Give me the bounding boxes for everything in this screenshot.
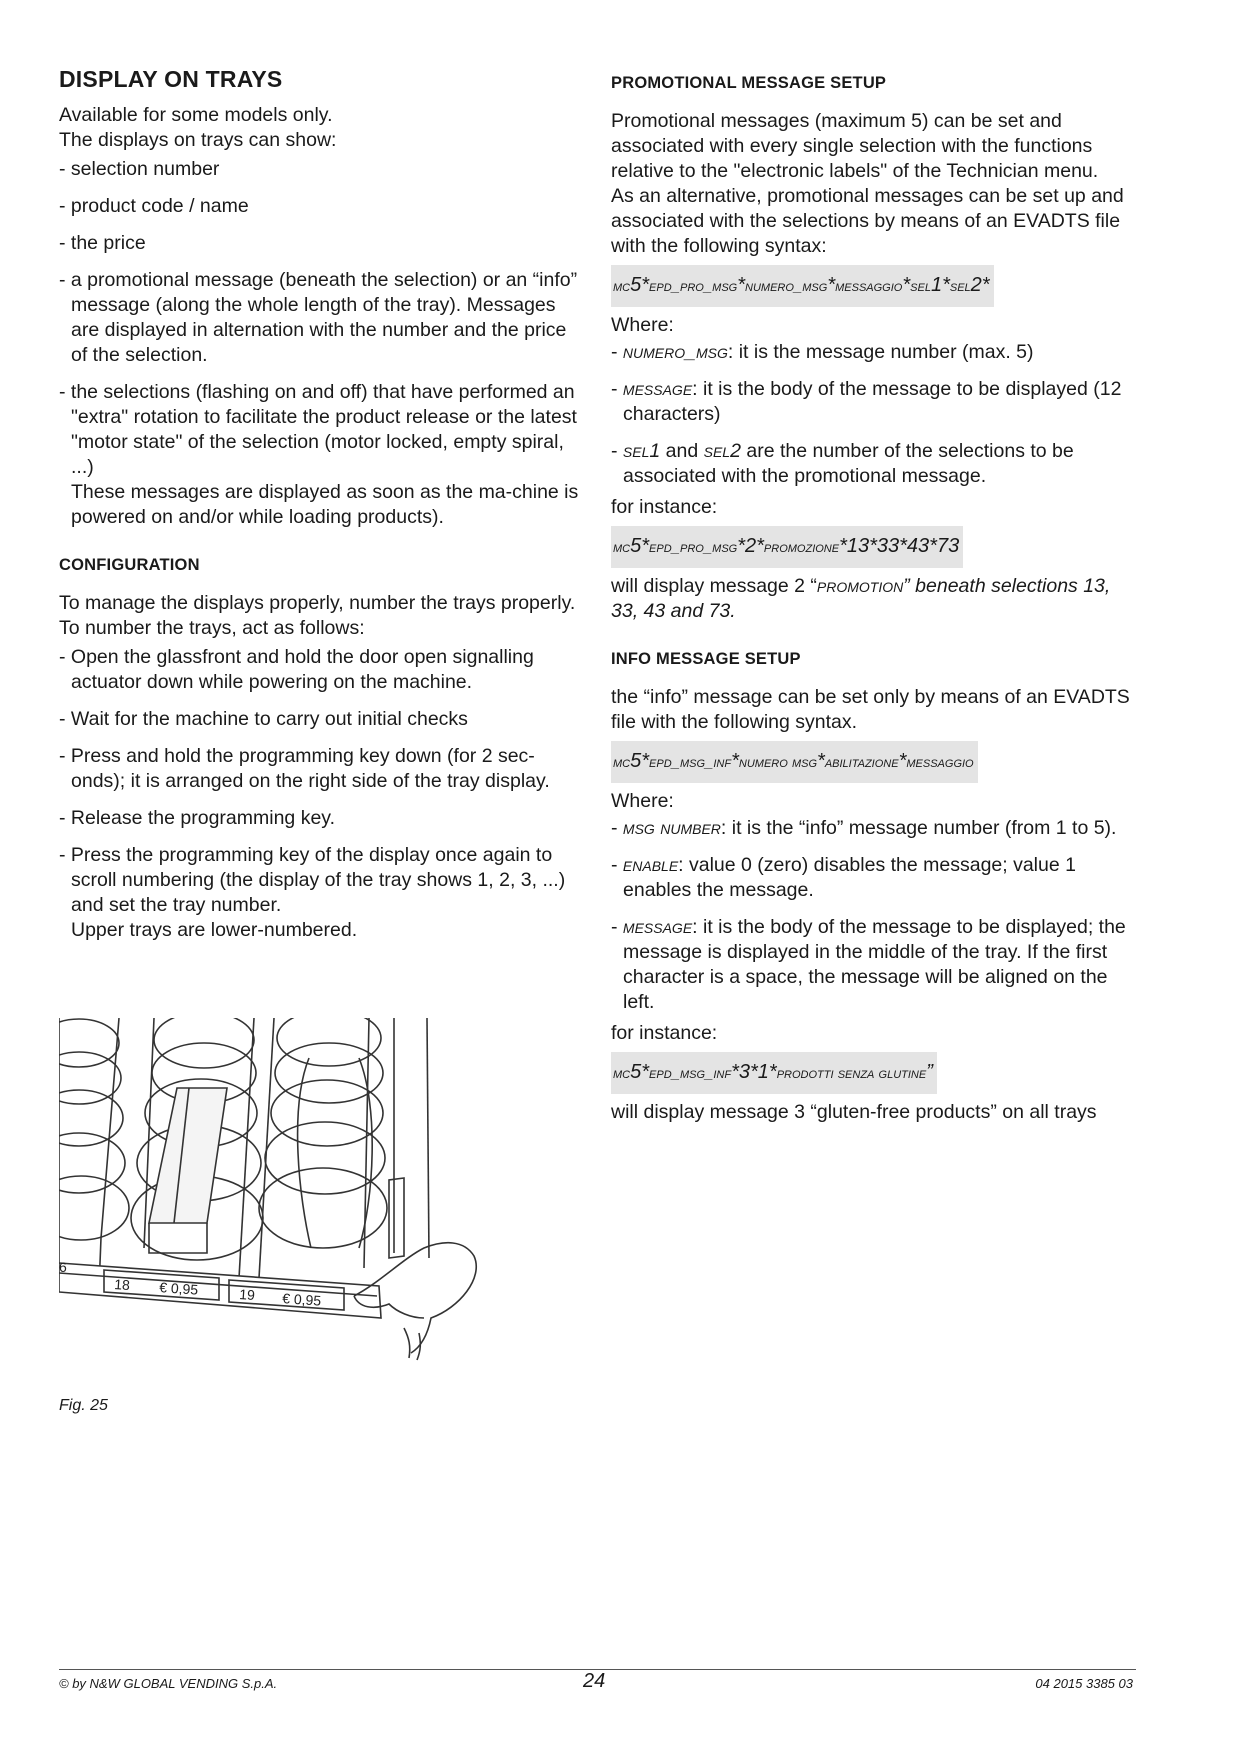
code-part: *	[898, 750, 907, 772]
info-heading: INFO MESSAGE SETUP	[611, 650, 801, 668]
promo-where-list	[611, 340, 1141, 489]
code-part: sel	[949, 278, 971, 295]
config-steps-list	[59, 645, 584, 943]
term: message	[622, 916, 693, 938]
result-text: ” beneath selections 13, 33, 43 and 73.	[611, 575, 1111, 622]
code-part: *	[817, 750, 825, 772]
definition: : it is the “info” message number (from 1 to 5).	[720, 817, 1117, 839]
list-item: - a promotional message (beneath the selection) or an “info” message (along the whole length of the tray). Messages are displayed in alternation with the number and the price of the selection.	[59, 269, 578, 366]
code-part: *	[902, 274, 911, 296]
definition: are the number of the selections to be associated with the promotional message.	[623, 440, 1074, 487]
promo-result	[611, 574, 1141, 624]
code-part: epd_msg_inf	[649, 754, 732, 771]
tray-drawing	[59, 1018, 524, 1384]
code-part: messaggio	[906, 754, 974, 771]
list-item: - msg number: it is the “info” message number (from 1 to 5).	[611, 817, 1117, 839]
info-example-box	[611, 1052, 937, 1094]
definition: : it is the body of the message to be displayed; the message is displayed in the middle of the tray. If the first character is a space, the message will be aligned on the left.	[623, 916, 1126, 1013]
code-part: epd_pro_msg	[649, 539, 738, 556]
list-item: - Release the programming key.	[59, 807, 336, 829]
code-part: *3*1*	[731, 1061, 777, 1083]
list-item: - enable: value 0 (zero) disables the message; value 1 enables the message.	[611, 854, 1076, 901]
list-item: - Wait for the machine to carry out initial checks	[59, 708, 468, 730]
code-part: ”	[926, 1061, 933, 1083]
list-item: - sel1 and sel2 are the number of the selections to be associated with the promotional message.	[611, 440, 1074, 487]
tray-label-number: 19	[238, 1286, 256, 1304]
list-item: - numero_msg: it is the message number (max. 5)	[611, 341, 1034, 363]
result-term: promotion	[816, 575, 904, 597]
footer-copyright: © by N&W GLOBAL VENDING S.p.A.	[59, 1676, 278, 1691]
tray-label-price: € 0,95	[281, 1290, 322, 1309]
config-intro-1: To manage the displays properly, number the trays properly.	[59, 592, 576, 614]
code-part: 5*	[630, 274, 650, 296]
code-part: mc	[613, 278, 631, 295]
where-label: Where:	[611, 790, 674, 812]
code-part: *13*33*43*73	[839, 535, 960, 557]
code-part: *	[731, 750, 739, 772]
list-item: - Open the glassfront and hold the door open signalling actuator down while powering on the machine.	[59, 646, 534, 693]
tray-label-side: 6	[59, 1259, 67, 1275]
info-result: will display message 3 “gluten-free products” on all trays	[611, 1101, 1097, 1123]
figure-caption: Fig. 25	[59, 1397, 108, 1414]
promo-syntax-box	[611, 265, 994, 307]
term: message	[622, 378, 693, 400]
code-part: sel	[910, 278, 931, 295]
info-text: the “info” message can be set only by means of an EVADTS file with the following syntax.	[611, 686, 1130, 733]
where-label: Where:	[611, 314, 674, 336]
code-part: 1*	[930, 274, 950, 296]
term: 1	[649, 440, 661, 462]
term: enable	[622, 854, 679, 876]
code-part: 5*	[630, 1061, 650, 1083]
list-item-note: These messages are displayed as soon as the ma-chine is powered on and/or while loading products).	[71, 481, 579, 528]
intro-line-2: The displays on trays can show:	[59, 129, 337, 151]
display-items-list	[59, 157, 584, 530]
code-part: epd_pro_msg	[649, 278, 738, 295]
list-item: - the price	[59, 232, 146, 254]
code-part: mc	[613, 754, 631, 771]
result-text: will display message 2 “	[611, 575, 817, 597]
document-code: 04 2015 3385 03	[1035, 1676, 1133, 1691]
list-item: - selection number	[59, 158, 220, 180]
term: numero_msg	[622, 341, 728, 363]
definition: : value 0 (zero) disables the message; value 1 enables the message.	[623, 854, 1076, 901]
definition: : it is the body of the message to be displayed (12 characters)	[623, 378, 1122, 425]
code-part: epd_msg_inf	[649, 1065, 732, 1082]
list-item	[59, 380, 584, 530]
list-item: - product code / name	[59, 195, 249, 217]
code-part: numero msg	[738, 754, 818, 771]
info-where-list	[611, 816, 1141, 1015]
config-intro-2: To number the trays, act as follows:	[59, 617, 365, 639]
term: sel	[703, 440, 731, 462]
promo-alt-text: As an alternative, promotional messages can be set up and associated with the selections by means of an EVADTS file with the following syntax:	[611, 185, 1124, 257]
info-syntax-box	[611, 741, 978, 783]
right-column	[611, 62, 1141, 1125]
code-part: abilitazione	[824, 754, 899, 771]
section-title: DISPLAY ON TRAYS	[59, 66, 283, 92]
list-item-note: Upper trays are lower-numbered.	[71, 919, 358, 941]
code-part: 5*	[630, 750, 650, 772]
list-item: - Press and hold the programming key down (for 2 sec-onds); it is arranged on the right side of the tray display.	[59, 745, 550, 792]
list-item	[59, 843, 584, 943]
for-instance-label: for instance:	[611, 1022, 718, 1044]
list-item: - message: it is the body of the message to be displayed; the message is displayed in the middle of the tray. If the first character is a space, the message will be aligned on the left.	[611, 916, 1126, 1013]
code-part: prodotti senza glutine	[776, 1065, 927, 1082]
term: 2	[730, 440, 741, 462]
code-part: mc	[613, 1065, 631, 1082]
tray-label-price: € 0,95	[158, 1279, 199, 1298]
promo-example-box	[611, 526, 963, 568]
list-item: - message: it is the body of the message to be displayed (12 characters)	[611, 378, 1122, 425]
tray-label-number: 18	[113, 1276, 131, 1294]
code-part: 2*	[970, 274, 990, 296]
term: msg number	[622, 817, 721, 839]
code-part: *	[827, 274, 836, 296]
list-item-text: - the selections (flashing on and off) that have performed an "extra" rotation to facilitate the product release or the latest "motor state" of the selection (motor locked, empty spiral, ...)	[59, 381, 577, 478]
intro-line-1: Available for some models only.	[59, 104, 333, 126]
for-instance-label: for instance:	[611, 496, 718, 518]
code-part: numero_msg	[745, 278, 828, 295]
list-item-text: - Press the programming key of the display once again to scroll numbering (the display of the tray shows 1, 2, 3, ...) and set the tray number.	[59, 844, 566, 916]
promo-heading: PROMOTIONAL MESSAGE SETUP	[611, 74, 887, 92]
definition: : it is the message number (max. 5)	[727, 341, 1034, 363]
promo-text: Promotional messages (maximum 5) can be set and associated with every single selection with the functions relative to the "electronic labels" of the Technician menu.	[611, 110, 1099, 182]
code-part: messaggio	[835, 278, 903, 295]
code-part: *	[737, 274, 746, 296]
term: sel	[622, 440, 650, 462]
configuration-heading: CONFIGURATION	[59, 556, 200, 574]
code-part: mc	[613, 539, 631, 556]
code-part: 5*	[630, 535, 650, 557]
page-number: 24	[583, 1670, 606, 1692]
code-part: promozione	[763, 539, 840, 556]
tray-illustration	[59, 1018, 524, 1384]
left-column	[59, 62, 584, 943]
definition: and	[660, 440, 704, 462]
code-part: *2*	[737, 535, 764, 557]
